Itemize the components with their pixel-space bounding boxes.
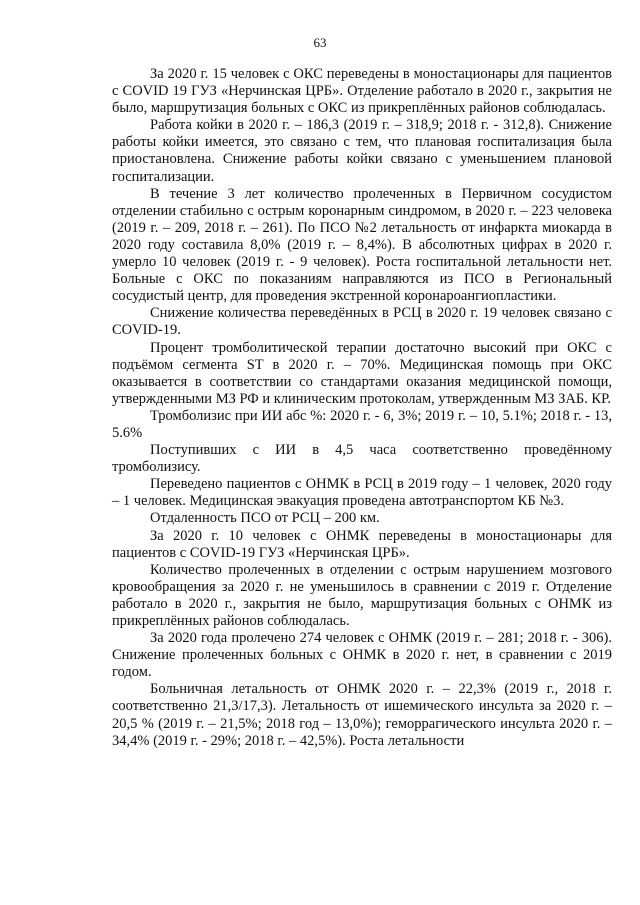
paragraph: Тромболизис при ИИ абс %: 2020 г. - 6, 3%; 2019 г. – 10, 5.1%; 2018 г. - 13, 5.6% [112,407,612,441]
paragraph: Снижение количества переведённых в РСЦ в 2020 г. 19 человек связано с COVID-19. [112,305,612,339]
paragraph: За 2020 года пролечено 274 человек с ОНМК (2019 г. – 281; 2018 г. - 306). Снижение пролеченных больных с ОНМК в 2020 г. нет, в сравнении с 2019 годом. [112,630,612,681]
paragraph: Работа койки в 2020 г. – 186,3 (2019 г. – 318,9; 2018 г. - 312,8). Снижение работы койки имеется, это связано с тем, что плановая госпитализация была приостановлена. Снижение работы койки связано с уменьшением плановой госпитализации. [112,117,612,185]
paragraph: Поступивших с ИИ в 4,5 часа соответственно проведённому тромболизису. [112,442,612,476]
page-number: 63 [313,35,327,50]
paragraph: Процент тромболитической терапии достаточно высокий при ОКС с подъёмом сегмента ST в 2020 г. – 70%. Медицинская помощь при ОКС оказывается в соответствии со стандартами оказания медицинской помощи, утвержденными МЗ РФ и клиническим протоколам, утвержденным МЗ ЗАБ. КР. [112,339,612,407]
document-body [112,66,612,750]
paragraph: Отдаленность ПСО от РСЦ – 200 км. [150,510,380,527]
paragraph: В течение 3 лет количество пролеченных в Первичном сосудистом отделении стабильно с острым коронарным синдромом, в 2020 г. – 223 человека (2019 г. – 209, 2018 г. – 261). По ПСО №2 летальность от инфаркта миокарда в 2020 году составила 8,0% (2019 г. – 8,4%). В абсолютных цифрах в 2020 г. умерло 10 человек (2019 г. - 9 человек). Роста госпитальной летальности нет. Больные с ОКС по показаниям направляются из ПСО в Региональный сосудистый центр, для проведения экстренной коронароангиопластики. [112,185,612,305]
paragraph: Больничная летальность от ОНМК 2020 г. – 22,3% (2019 г., 2018 г. соответственно 21,3/17,3). Летальность от ишемического инсульта за 2020 г. – 20,5 % (2019 г. – 21,5%; 2018 год – 13,0%); геморрагического инсульта 2020 г. – 34,4% (2019 г. - 29%; 2018 г. – 42,5%). Роста летальности [112,681,612,749]
paragraph: За 2020 г. 10 человек с ОНМК переведены в моностационары для пациентов с COVID-19 ГУЗ «Нерчинская ЦРБ». [112,527,612,561]
paragraph: За 2020 г. 15 человек с ОКС переведены в моностационары для пациентов с COVID 19 ГУЗ «Нерчинская ЦРБ». Отделение работало в 2020 г., закрытия не было, маршрутизация больных с ОКС из прикреплённых районов соблюдалась. [112,66,612,117]
paragraph: Количество пролеченных в отделении с острым нарушением мозгового кровообращения за 2020 г. не уменьшилось в сравнении с 2019 г. Отделение работало в 2020 г., закрытия не было, маршрутизация больных с ОНМК из прикреплённых районов соблюдалась. [112,561,612,629]
paragraph: Переведено пациентов с ОНМК в РСЦ в 2019 году – 1 человек, 2020 году – 1 человек. Медицинская эвакуация проведена автотранспортом КБ №3. [112,476,612,510]
